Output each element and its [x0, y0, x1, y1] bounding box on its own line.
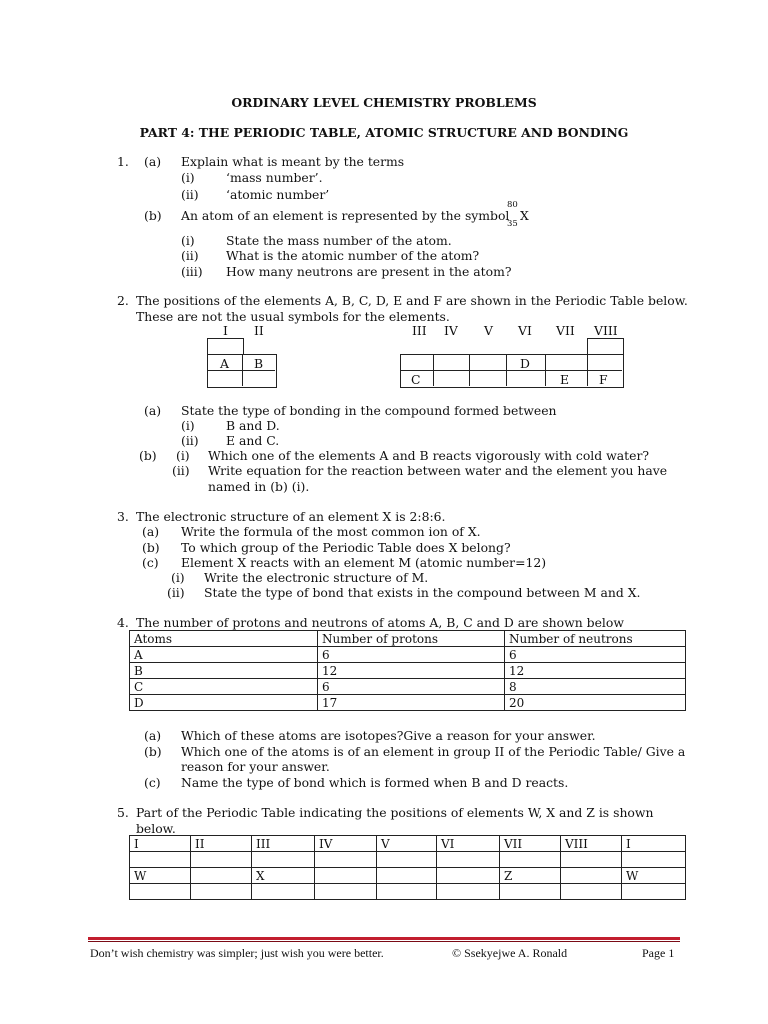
table-cell: [561, 852, 622, 868]
table-cell: [622, 852, 686, 868]
table-row: [130, 868, 686, 884]
cell-group8-period1: [587, 338, 624, 355]
q2-b-i-text: Which one of the elements A and B reacts vigorously with cold water?: [208, 448, 650, 463]
group-label-8: VIII: [594, 323, 618, 338]
q3-c-i-label: (i): [171, 570, 185, 585]
table-cell: [500, 884, 561, 900]
footer-quote: Don’t wish chemistry was simpler; just wish you were better.: [90, 946, 384, 960]
q3-number: 3.: [117, 509, 129, 524]
q2-b-ii-text1: Write equation for the reaction between water and the element you have: [208, 463, 668, 478]
p-divider-4: [545, 354, 546, 386]
table-header-cell: VIII: [561, 836, 622, 852]
footer-page-number: Page 1: [642, 946, 675, 960]
table-cell: [315, 852, 377, 868]
table-cell: [622, 884, 686, 900]
table-header-cell: I: [130, 836, 191, 852]
table-cell: 6: [318, 679, 505, 695]
p-divider-3: [506, 354, 507, 386]
element-d: D: [520, 356, 530, 371]
q4-b-label: (b): [144, 744, 162, 759]
q1-b-i-label: (i): [181, 233, 195, 248]
table-cell: Z: [500, 868, 561, 884]
q2-a-i-text: B and D.: [226, 418, 280, 433]
q4-c-text: Name the type of bond which is formed when B and D reacts.: [181, 775, 569, 790]
table-cell: [437, 884, 500, 900]
table-cell: 8: [505, 679, 686, 695]
q1-b-iii-text: How many neutrons are present in the atom?: [226, 264, 512, 279]
table-cell: [437, 868, 500, 884]
element-f: F: [599, 372, 608, 387]
q3-c-i-text: Write the electronic structure of M.: [204, 570, 429, 585]
cell-group1-period1: [207, 338, 244, 355]
table-cell: [377, 884, 437, 900]
q2-line1: The positions of the elements A, B, C, D, E and F are shown in the Periodic Table below.: [136, 293, 688, 308]
q2-a-label: (a): [144, 403, 162, 418]
q1-a-i-text: ‘mass number’.: [226, 170, 323, 185]
q1-b-ii-text: What is the atomic number of the atom?: [226, 248, 480, 263]
s-block-row-divider: [207, 370, 275, 371]
group-label-3: III: [412, 323, 427, 338]
table-cell: [500, 852, 561, 868]
symbol-letter: X: [520, 208, 529, 223]
q1-a-text: Explain what is meant by the terms: [181, 154, 405, 169]
group-label-4: IV: [444, 323, 458, 338]
table-row: [130, 663, 686, 679]
q4-c-label: (c): [144, 775, 161, 790]
q1-a-label: (a): [144, 154, 162, 169]
q1-b-ii-label: (ii): [181, 248, 199, 263]
q1-b-text: An atom of an element is represented by the symbol: [181, 208, 510, 223]
q2-a-ii-label: (ii): [181, 433, 199, 448]
table-row: [130, 852, 686, 868]
p-divider-2: [469, 354, 470, 386]
table-cell: [315, 884, 377, 900]
group-label-5: V: [484, 323, 493, 338]
q1-b-iii-label: (iii): [181, 264, 203, 279]
q3-b-text: To which group of the Periodic Table does X belong?: [181, 540, 511, 555]
table-cell: [130, 884, 191, 900]
q2-line2: These are not the usual symbols for the elements.: [136, 309, 450, 324]
q5-text1: Part of the Periodic Table indicating the positions of elements W, X and Z is shown: [136, 805, 654, 820]
table-cell: [377, 868, 437, 884]
group-label-6: VI: [518, 323, 532, 338]
element-b: B: [254, 356, 264, 371]
table-cell: X: [252, 868, 315, 884]
symbol-mass-number: 80: [507, 200, 518, 210]
q3-c-ii-text: State the type of bond that exists in the compound between M and X.: [204, 585, 641, 600]
q3-text: The electronic structure of an element X is 2:8:6.: [136, 509, 446, 524]
element-a: A: [220, 356, 229, 371]
q3-c-label: (c): [142, 555, 159, 570]
table-header-cell: II: [191, 836, 252, 852]
table-cell: 12: [505, 663, 686, 679]
group-label-2: II: [254, 323, 264, 338]
q5-text2: below.: [136, 821, 176, 836]
document-title: ORDINARY LEVEL CHEMISTRY PROBLEMS: [231, 95, 537, 110]
atoms-table: [129, 630, 686, 711]
table-cell: [191, 852, 252, 868]
q1-a-i-label: (i): [181, 170, 195, 185]
table-cell: [561, 884, 622, 900]
q2-b-label: (b): [139, 448, 157, 463]
table-row: [130, 695, 686, 711]
q2-b-i-label: (i): [176, 448, 190, 463]
table-header-row: [130, 836, 686, 852]
table-cell: 6: [505, 647, 686, 663]
table-header-cell: Number of protons: [318, 631, 505, 647]
q2-number: 2.: [117, 293, 129, 308]
q2-a-text: State the type of bonding in the compound formed between: [181, 403, 557, 418]
table-cell: [191, 868, 252, 884]
element-c: C: [411, 372, 421, 387]
table-cell: [252, 852, 315, 868]
table-cell: [561, 868, 622, 884]
p-divider-1: [433, 354, 434, 386]
table-cell: 20: [505, 695, 686, 711]
table-cell: W: [130, 868, 191, 884]
q1-a-ii-label: (ii): [181, 187, 199, 202]
table-header-cell: III: [252, 836, 315, 852]
table-header-cell: VII: [500, 836, 561, 852]
table-header-cell: VI: [437, 836, 500, 852]
q1-b-label: (b): [144, 208, 162, 223]
table-header-cell: Atoms: [130, 631, 318, 647]
q3-c-text: Element X reacts with an element M (atomic number=12): [181, 555, 547, 570]
q2-b-ii-text2: named in (b) (i).: [208, 479, 310, 494]
q3-c-ii-label: (ii): [167, 585, 185, 600]
q4-b-text1: Which one of the atoms is of an element in group II of the Periodic Table/ Give a: [181, 744, 686, 759]
element-e: E: [560, 372, 570, 387]
table-header-row: [130, 631, 686, 647]
group-label-7: VII: [556, 323, 575, 338]
p-divider-5: [587, 354, 588, 386]
q4-a-text: Which of these atoms are isotopes?Give a reason for your answer.: [181, 728, 596, 743]
table-cell: [130, 852, 191, 868]
table-header-cell: Number of neutrons: [505, 631, 686, 647]
table-cell: [437, 852, 500, 868]
q1-a-ii-text: ‘atomic number’: [226, 187, 330, 202]
table-cell: [377, 852, 437, 868]
table-cell: 12: [318, 663, 505, 679]
group-label-1: I: [223, 323, 228, 338]
table-cell: [191, 884, 252, 900]
table-cell: [315, 868, 377, 884]
q3-a-text: Write the formula of the most common ion of X.: [181, 524, 481, 539]
table-cell: [252, 884, 315, 900]
q4-a-label: (a): [144, 728, 162, 743]
footer-rule-thin: [88, 941, 680, 942]
q3-a-label: (a): [142, 524, 160, 539]
table-cell: B: [130, 663, 318, 679]
footer-rule-thick: [88, 937, 680, 940]
symbol-atomic-number: 35: [507, 219, 518, 229]
table-cell: C: [130, 679, 318, 695]
q5-periodic-table: [129, 835, 686, 900]
table-cell: D: [130, 695, 318, 711]
q4-number: 4.: [117, 615, 129, 630]
q1-b-i-text: State the mass number of the atom.: [226, 233, 452, 248]
table-cell: 6: [318, 647, 505, 663]
q3-b-label: (b): [142, 540, 160, 555]
table-cell: 17: [318, 695, 505, 711]
table-header-cell: V: [377, 836, 437, 852]
table-row: [130, 647, 686, 663]
table-cell: W: [622, 868, 686, 884]
q2-b-ii-label: (ii): [172, 463, 190, 478]
q5-number: 5.: [117, 805, 129, 820]
q4-b-text2: reason for your answer.: [181, 759, 330, 774]
table-row: [130, 884, 686, 900]
q1-number: 1.: [117, 154, 129, 169]
q2-a-ii-text: E and C.: [226, 433, 280, 448]
footer-author: © Ssekyejwe A. Ronald: [452, 946, 568, 960]
table-cell: A: [130, 647, 318, 663]
table-row: [130, 679, 686, 695]
table-header-cell: I: [622, 836, 686, 852]
q4-text: The number of protons and neutrons of atoms A, B, C and D are shown below: [136, 615, 624, 630]
table-header-cell: IV: [315, 836, 377, 852]
q2-a-i-label: (i): [181, 418, 195, 433]
document-subtitle: PART 4: THE PERIODIC TABLE, ATOMIC STRUCTURE AND BONDING: [139, 125, 629, 140]
